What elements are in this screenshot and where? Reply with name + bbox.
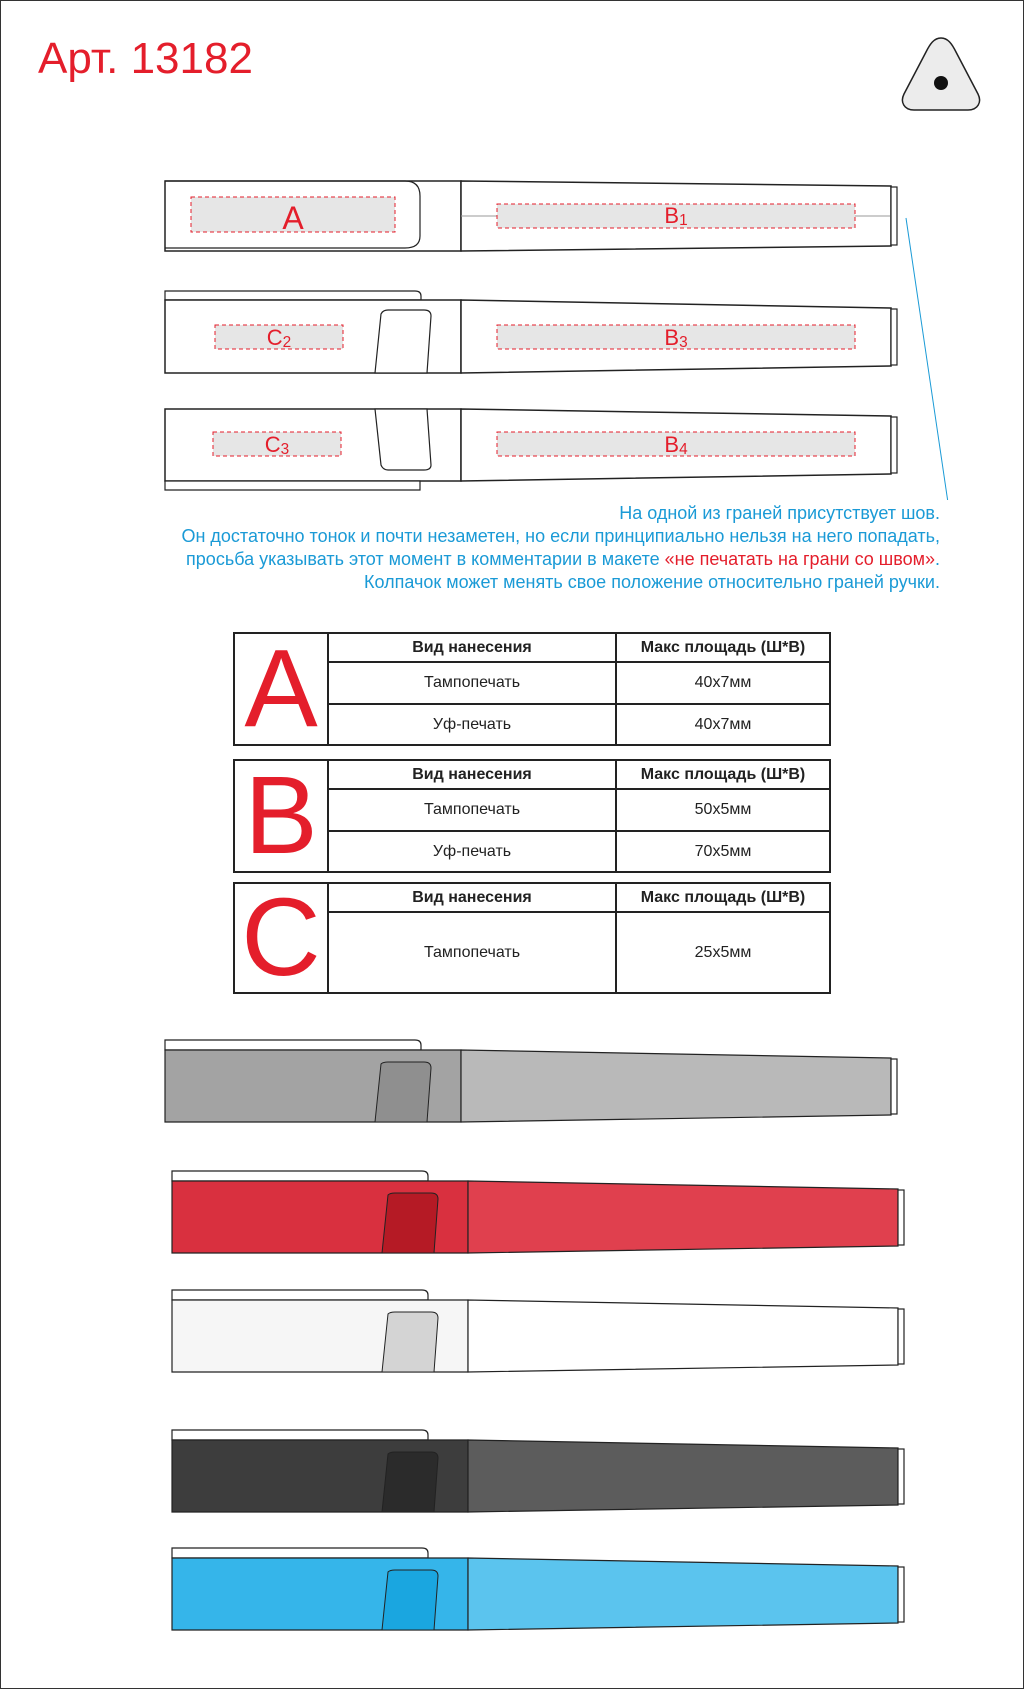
seam-note-warning: «не печатать на грани со швом» (664, 549, 935, 569)
pen-print-zones-diagram (0, 0, 1024, 500)
spec-grid-c (329, 884, 829, 992)
seam-note-line-1: На одной из граней присутствует шов. (619, 503, 940, 523)
col-header-method: Вид нанесения (329, 634, 616, 662)
table-row (329, 662, 829, 704)
area-cell: 70х5мм (616, 831, 829, 871)
col-header-area: Макс площадь (Ш*В) (616, 634, 829, 662)
spec-table-b (233, 754, 831, 877)
table-row (329, 912, 829, 992)
spec-grid-b (329, 761, 829, 871)
zone-label-b1: B1 (664, 203, 688, 229)
seam-note-line-3-end: . (934, 549, 940, 569)
col-header-method: Вид нанесения (329, 884, 616, 912)
table-row (329, 704, 829, 744)
method-cell: Тампопечать (329, 912, 616, 992)
area-cell: 25х5мм (616, 912, 829, 992)
col-header-method: Вид нанесения (329, 761, 616, 789)
method-cell: Тампопечать (329, 789, 616, 831)
table-row (329, 789, 829, 831)
seam-note-line-2: Он достаточно тонок и почти незаметен, но если принципиально нельзя на него попадать, (181, 526, 940, 546)
spec-grid-a (329, 634, 829, 744)
spec-table-c (233, 876, 831, 999)
zone-label-c2: C2 (266, 325, 292, 351)
method-cell: Уф-печать (329, 704, 616, 744)
area-cell: 40х7мм (616, 662, 829, 704)
method-cell: Уф-печать (329, 831, 616, 871)
spec-letter-c: C (235, 884, 329, 992)
seam-pointer-line (906, 218, 951, 500)
area-cell: 50х5мм (616, 789, 829, 831)
spec-letter-a: A (235, 634, 329, 744)
col-header-area: Макс площадь (Ш*В) (616, 761, 829, 789)
zone-label-c3: C3 (264, 432, 290, 458)
pen-view-1 (165, 181, 897, 251)
spec-table-a (233, 627, 831, 750)
zone-label-b4: B4 (664, 432, 688, 458)
spec-letter-b: B (235, 761, 329, 871)
zone-label-a: A (282, 200, 304, 236)
method-cell: Тампопечать (329, 662, 616, 704)
seam-note-line-4: Колпачок может менять свое положение относительно граней ручки. (364, 572, 940, 592)
col-header-area: Макс площадь (Ш*В) (616, 884, 829, 912)
area-cell: 40х7мм (616, 704, 829, 744)
article-title: Арт. 13182 (38, 34, 253, 83)
seam-note-line-3 (186, 549, 940, 570)
seam-note-line-3-start: просьба указывать этот момент в комментарии в макете (186, 549, 665, 569)
table-row (329, 831, 829, 871)
zone-label-b3: B3 (664, 325, 688, 351)
